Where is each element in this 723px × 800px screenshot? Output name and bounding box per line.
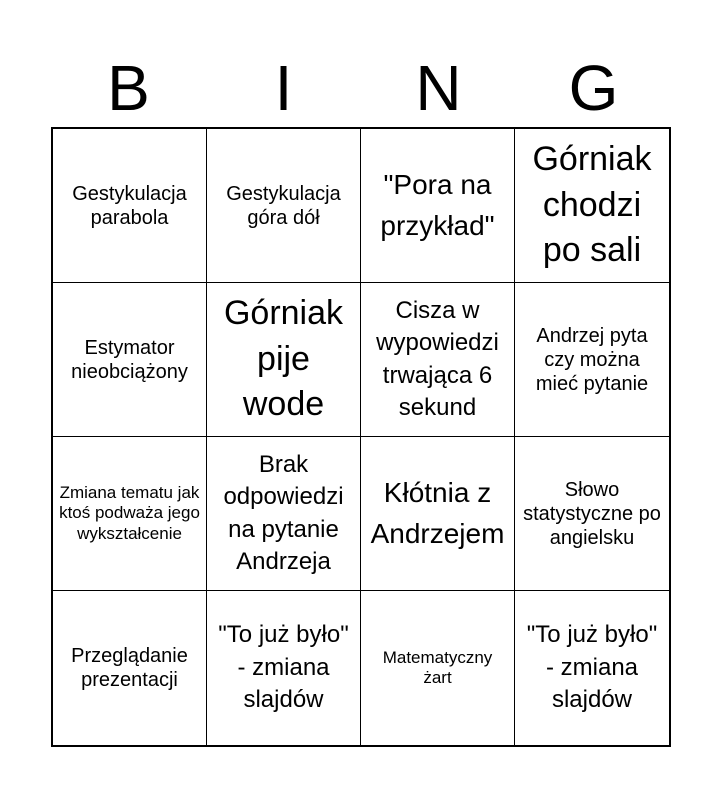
bingo-cell[interactable]: Cisza w wypowiedzi trwająca 6 sekund	[361, 283, 515, 437]
bingo-cell[interactable]: Przeglądanie prezentacji	[53, 591, 207, 745]
bingo-cell[interactable]: Górniak pije wode	[207, 283, 361, 437]
bingo-cell[interactable]: Gestykulacja parabola	[53, 129, 207, 283]
bingo-cell[interactable]: Słowo statystyczne po angielsku	[515, 437, 669, 591]
bingo-cell[interactable]: "To już było" - zmiana slajdów	[526, 621, 658, 714]
bingo-header	[51, 48, 671, 128]
bingo-cell[interactable]: Andrzej pyta czy można mieć pytanie	[515, 283, 669, 437]
bingo-cell[interactable]: Brak odpowiedzi na pytanie Andrzeja	[207, 437, 361, 591]
header-letter-b: B	[107, 52, 150, 124]
header-letter-g: G	[568, 52, 619, 124]
header-letter-i: I	[274, 52, 293, 124]
bingo-cell[interactable]: Matematyczny żart	[361, 591, 515, 745]
bingo-cell[interactable]: Kłótnia z Andrzejem	[361, 437, 515, 591]
bingo-cell[interactable]: "To już było" - zmiana slajdów	[207, 591, 361, 745]
bingo-grid	[51, 127, 671, 747]
bingo-cell[interactable]: "Pora na przykład"	[361, 129, 515, 283]
bingo-cell[interactable]: Górniak chodzi po sali	[515, 129, 669, 283]
bingo-cell[interactable]: Zmiana tematu jak ktoś podważa jego wykształcenie	[53, 437, 207, 591]
header-letter-n: N	[415, 52, 462, 124]
bingo-cell[interactable]: Gestykulacja góra dół	[207, 129, 361, 283]
bingo-cell[interactable]: Estymator nieobciążony	[53, 283, 207, 437]
